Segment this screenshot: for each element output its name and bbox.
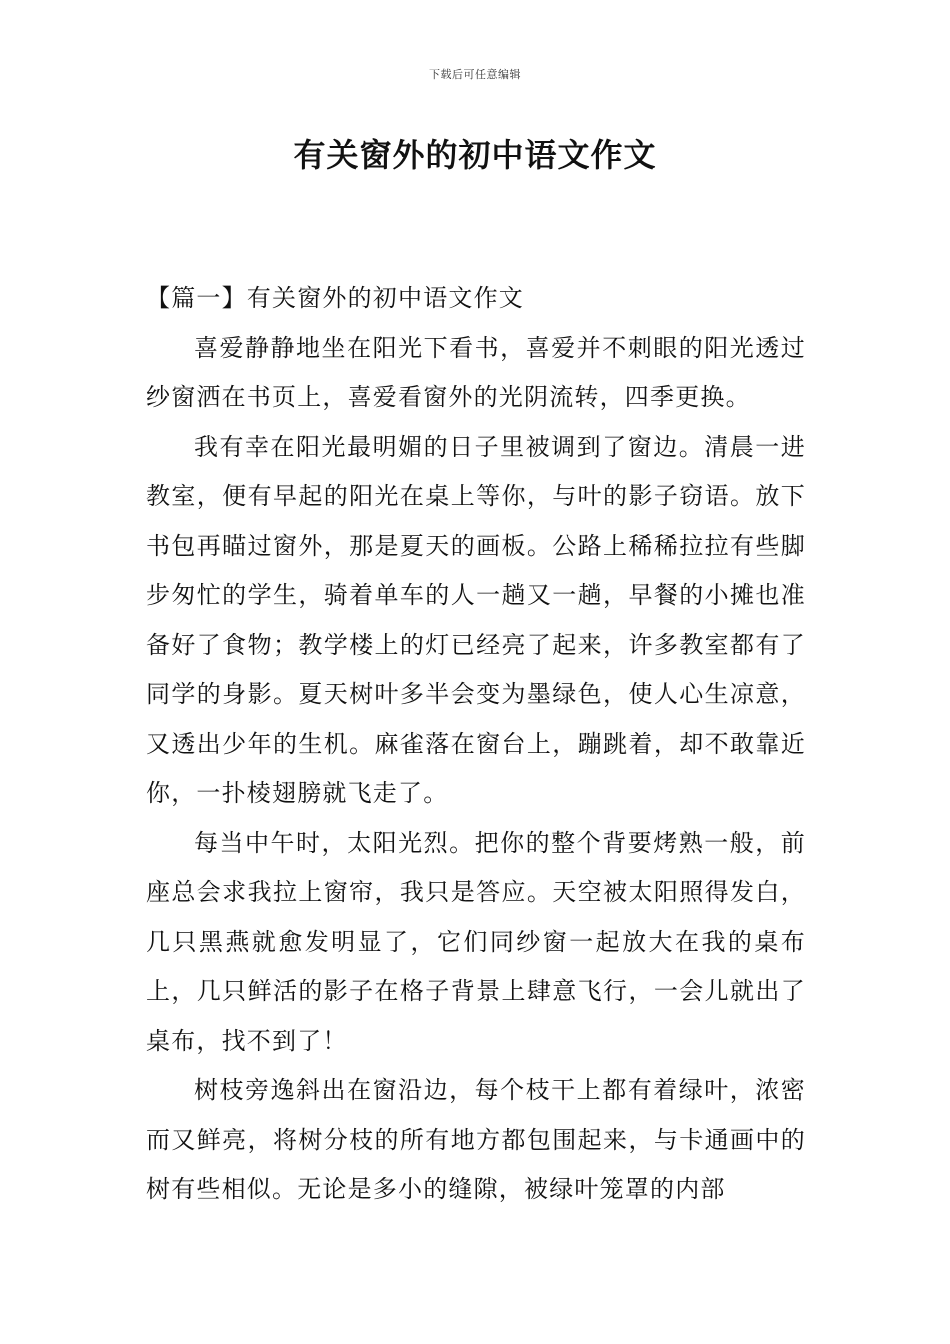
section-heading: 【篇一】有关窗外的初中语文作文 bbox=[146, 284, 524, 312]
document-title: 有关窗外的初中语文作文 bbox=[293, 136, 657, 174]
header-note: 下载后可任意编辑 bbox=[429, 68, 521, 81]
paragraph-3: 每当中午时，太阳光烈。把你的整个背要烤熟一般，前座总会求我拉上窗帘，我只是答应。天空被太阳照得发白，几只黑燕就愈发明显了，它们同纱窗一起放大在我的桌布上，几只鲜活的影子在格子背景上肆意飞行，一会儿就出了桌布，找不到了！ bbox=[146, 828, 806, 1055]
paragraph-2: 我有幸在阳光最明媚的日子里被调到了窗边。清晨一进教室，便有早起的阳光在桌上等你，与叶的影子窃语。放下书包再瞄过窗外，那是夏天的画板。公路上稀稀拉拉有些脚步匆忙的学生，骑着单车的人一趟又一趟，早餐的小摊也准备好了食物；教学楼上的灯已经亮了起来，许多教室都有了同学的身影。夏天树叶多半会变为墨绿色，使人心生凉意，又透出少年的生机。麻雀落在窗台上，蹦跳着，却不敢靠近你，一扑棱翅膀就飞走了。 bbox=[146, 432, 806, 807]
document-body bbox=[146, 274, 806, 1215]
paragraph-1: 喜爱静静地坐在阳光下看书，喜爱并不刺眼的阳光透过纱窗洒在书页上，喜爱看窗外的光阴流转，四季更换。 bbox=[146, 333, 806, 411]
paragraph-4: 树枝旁逸斜出在窗沿边，每个枝干上都有着绿叶，浓密而又鲜亮，将树分枝的所有地方都包围起来，与卡通画中的树有些相似。无论是多小的缝隙，被绿叶笼罩的内部 bbox=[146, 1076, 806, 1203]
